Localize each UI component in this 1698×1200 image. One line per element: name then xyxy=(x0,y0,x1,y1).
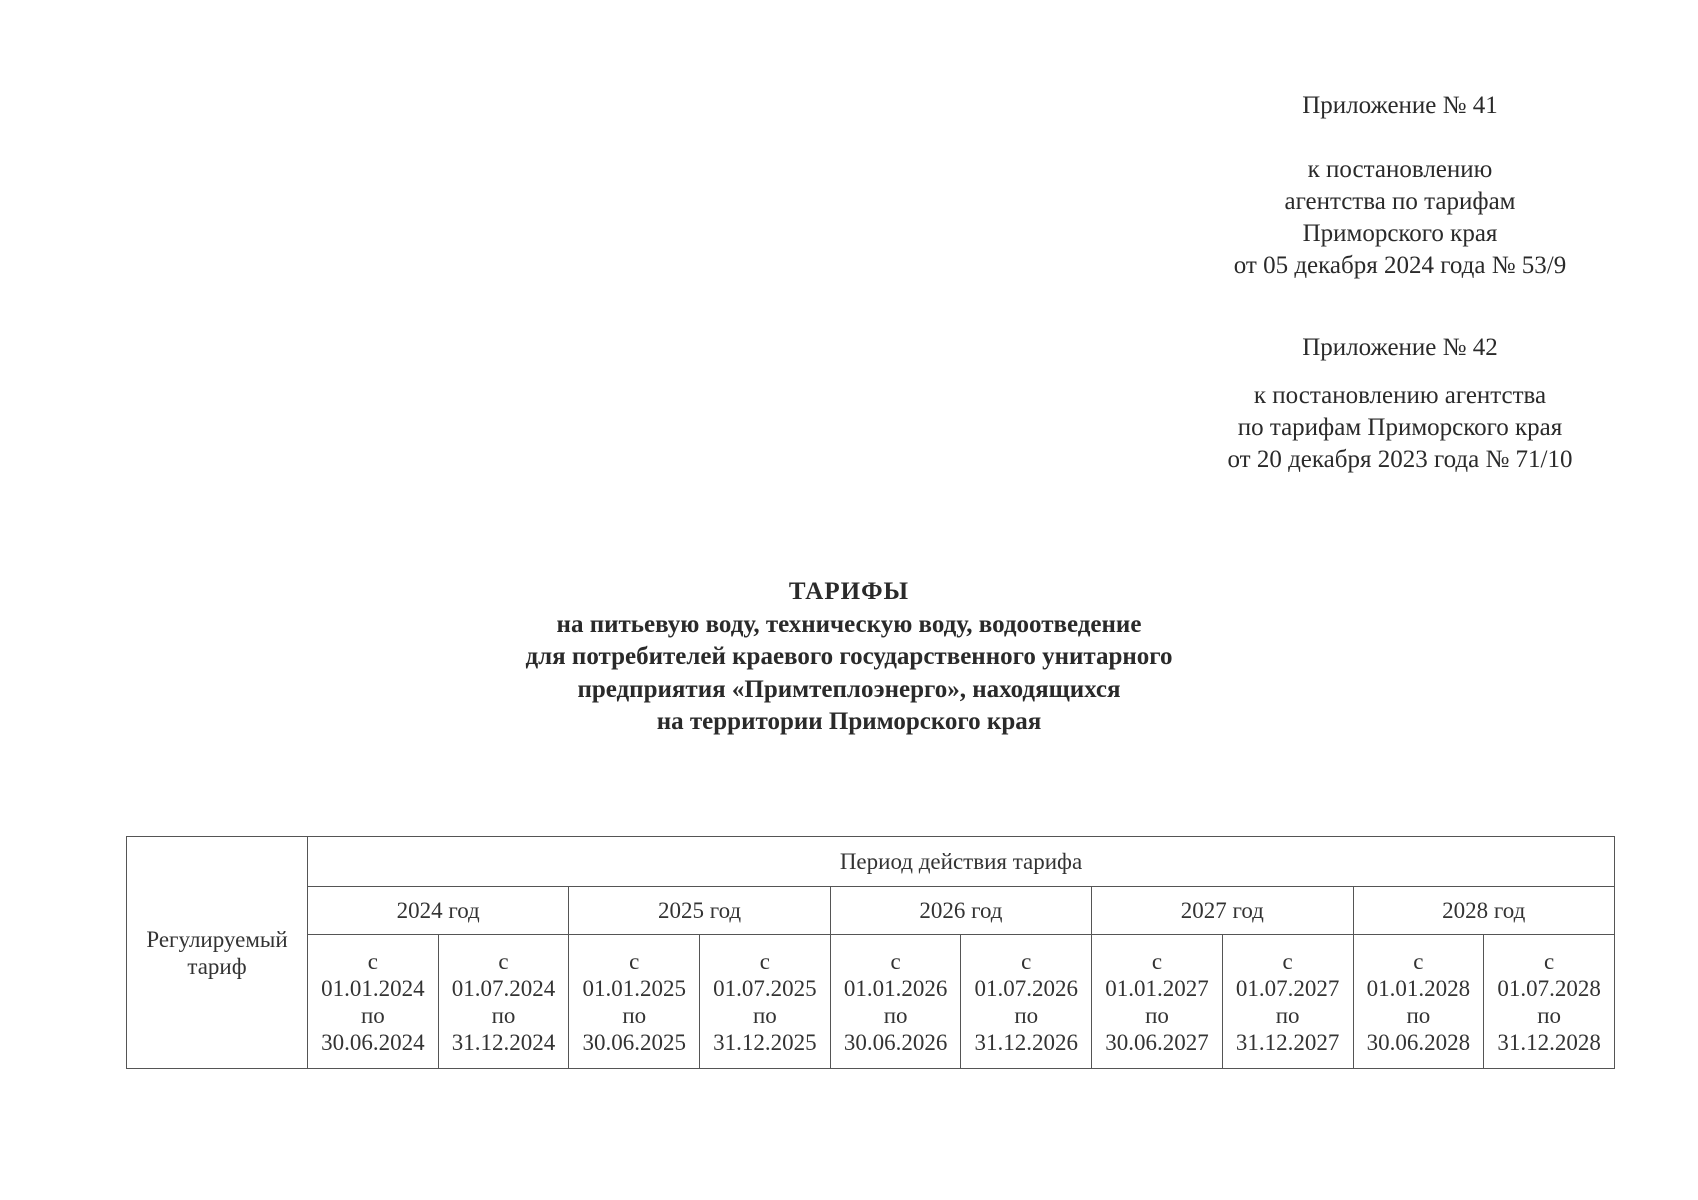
period-from-date: 01.01.2024 xyxy=(321,975,425,1001)
period-to-word: по xyxy=(753,1002,777,1028)
title-line: на питьевую воду, техническую воду, водоотведение xyxy=(556,610,1142,638)
document-title xyxy=(0,576,1698,739)
period-cell xyxy=(438,935,569,1069)
period-cell xyxy=(1092,935,1223,1069)
period-from-word: с xyxy=(367,948,378,974)
regulated-tariff-header: Регулируемый тариф xyxy=(127,837,308,1069)
year-header: 2028 год xyxy=(1353,887,1615,935)
appendix-41-line: от 05 декабря 2024 года № 53/9 xyxy=(1233,252,1567,279)
period-to-date: 30.06.2028 xyxy=(1366,1029,1471,1055)
period-to-date: 30.06.2025 xyxy=(582,1029,686,1055)
period-to-date: 31.12.2028 xyxy=(1497,1029,1601,1055)
period-cell xyxy=(961,935,1092,1069)
period-header: Период действия тарифа xyxy=(308,837,1615,887)
period-from-date: 01.07.2026 xyxy=(974,975,1079,1001)
period-to-date: 31.12.2024 xyxy=(451,1029,556,1055)
title-line: на территории Приморского края xyxy=(656,708,1042,735)
period-to-date: 31.12.2025 xyxy=(713,1029,817,1055)
title-line: для потребителей краевого государственного унитарного xyxy=(525,643,1173,670)
period-to-word: по xyxy=(1537,1002,1561,1028)
period-from-date: 01.01.2025 xyxy=(582,975,686,1001)
table-header-row xyxy=(127,837,1615,887)
periods-row xyxy=(127,935,1615,1069)
period-from-date: 01.01.2027 xyxy=(1105,975,1209,1001)
period-from-date: 01.07.2027 xyxy=(1235,975,1340,1001)
period-from-word: с xyxy=(1282,948,1293,974)
appendix-41-line: к постановлению xyxy=(1307,156,1493,183)
period-cell xyxy=(1222,935,1353,1069)
period-to-word: по xyxy=(1014,1002,1039,1028)
year-header: 2027 год xyxy=(1092,887,1353,935)
period-to-date: 30.06.2024 xyxy=(321,1029,425,1055)
title-main: ТАРИФЫ xyxy=(788,578,910,605)
period-to-date: 30.06.2026 xyxy=(843,1029,948,1055)
period-from-word: с xyxy=(1413,948,1424,974)
period-from-date: 01.01.2028 xyxy=(1366,975,1471,1001)
period-from-word: с xyxy=(890,948,901,974)
period-from-date: 01.07.2028 xyxy=(1497,975,1601,1001)
appendix-42-line: к постановлению агентства xyxy=(1253,382,1547,409)
appendix-41-number: Приложение № 41 xyxy=(1302,92,1498,119)
period-to-date: 31.12.2026 xyxy=(974,1029,1079,1055)
period-to-word: по xyxy=(883,1002,908,1028)
period-cell xyxy=(700,935,831,1069)
period-from-word: с xyxy=(759,948,771,974)
period-from-word: с xyxy=(629,948,640,974)
period-to-date: 31.12.2027 xyxy=(1235,1029,1340,1055)
appendix-41-line: агентства по тарифам xyxy=(1284,188,1516,215)
years-row xyxy=(127,887,1615,935)
period-to-word: по xyxy=(491,1002,516,1028)
period-cell xyxy=(1353,935,1484,1069)
title-line: предприятия «Примтеплоэнерго», находящихся xyxy=(577,675,1121,703)
period-from-date: 01.07.2025 xyxy=(713,975,817,1001)
period-cell xyxy=(830,935,961,1069)
period-from-date: 01.01.2026 xyxy=(843,975,948,1001)
period-from-date: 01.07.2024 xyxy=(451,975,556,1001)
period-cell xyxy=(569,935,700,1069)
year-header: 2024 год xyxy=(308,887,569,935)
period-from-word: с xyxy=(1543,948,1555,974)
appendix-42-line: по тарифам Приморского края xyxy=(1237,414,1563,441)
appendix-42-line: от 20 декабря 2023 года № 71/10 xyxy=(1227,446,1573,473)
period-cell xyxy=(1484,935,1615,1069)
period-to-word: по xyxy=(1275,1002,1300,1028)
year-header: 2026 год xyxy=(830,887,1091,935)
period-from-word: с xyxy=(498,948,509,974)
period-cell xyxy=(308,935,439,1069)
period-to-word: по xyxy=(1145,1002,1169,1028)
appendix-41-block xyxy=(1160,90,1640,282)
year-header: 2025 год xyxy=(569,887,830,935)
appendix-42-block xyxy=(1160,332,1640,476)
tariff-table xyxy=(126,836,1615,1069)
period-from-word: с xyxy=(1151,948,1163,974)
period-to-word: по xyxy=(622,1002,647,1028)
period-to-word: по xyxy=(1406,1002,1431,1028)
appendix-42-number: Приложение № 42 xyxy=(1302,334,1498,361)
period-from-word: с xyxy=(1021,948,1032,974)
period-to-word: по xyxy=(360,1002,385,1028)
period-to-date: 30.06.2027 xyxy=(1105,1029,1209,1055)
appendix-41-line: Приморского края xyxy=(1302,220,1498,247)
